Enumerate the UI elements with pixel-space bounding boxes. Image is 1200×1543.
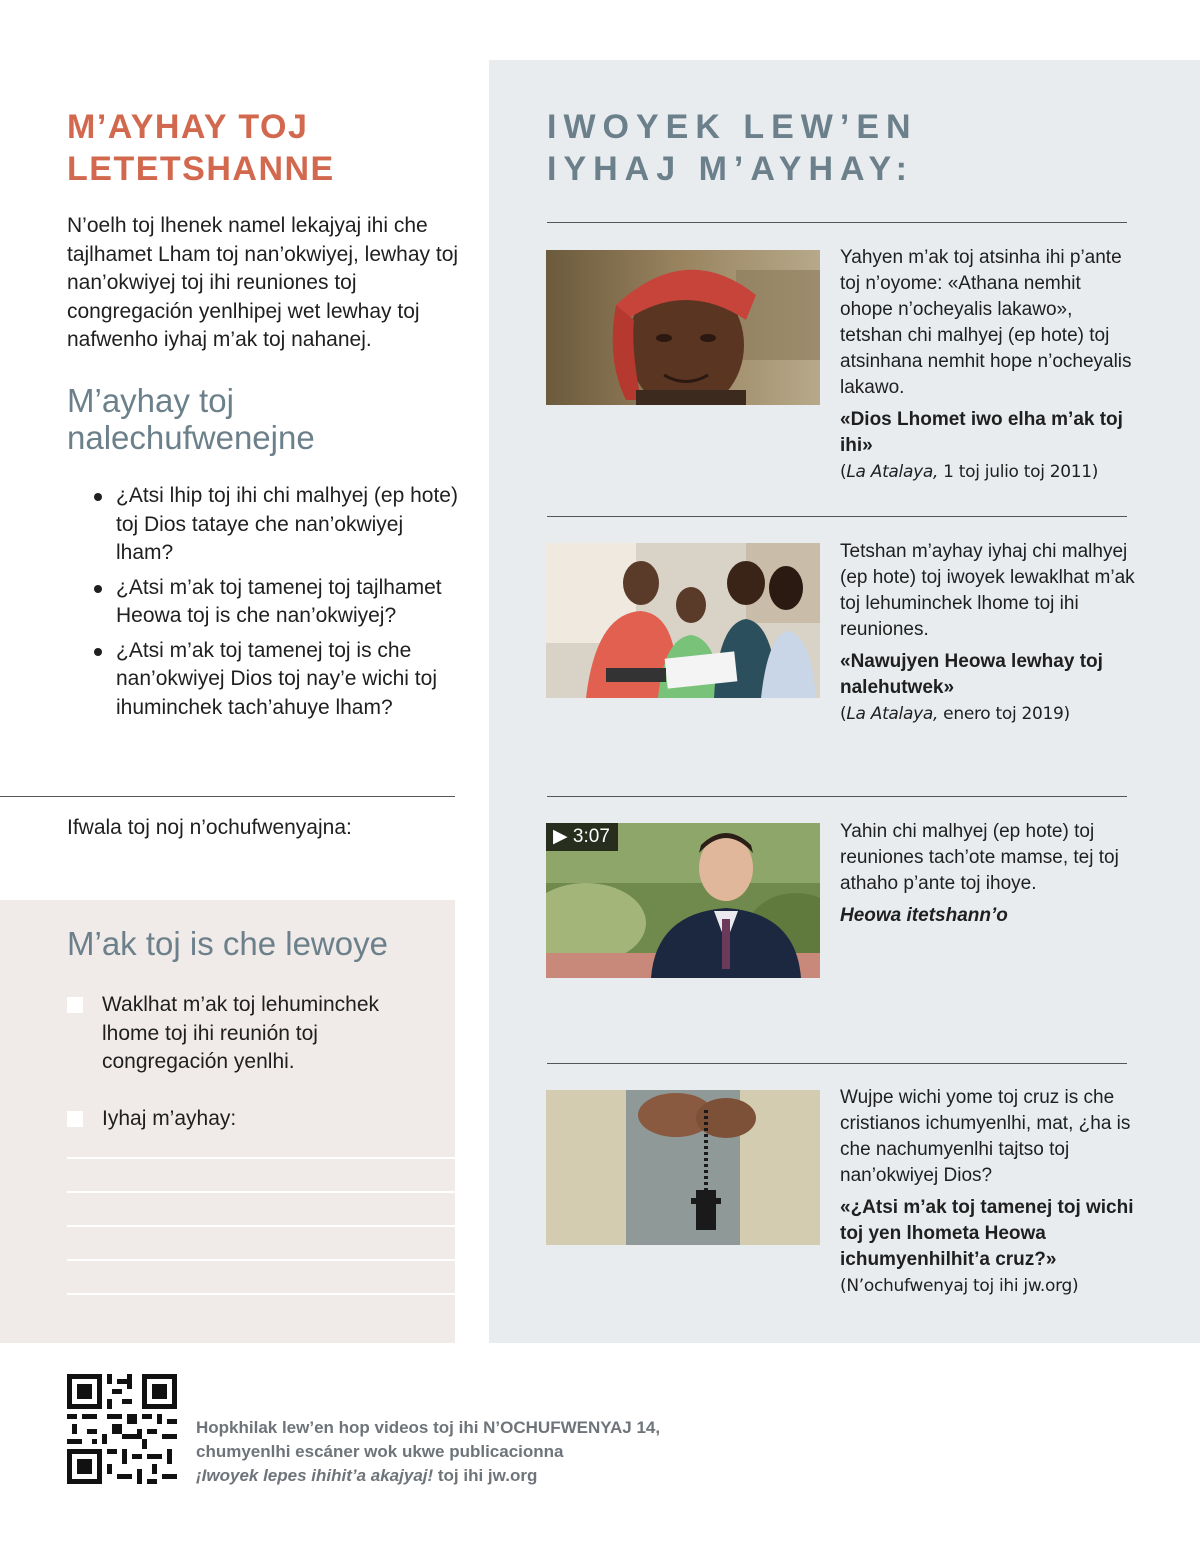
source-publication: La Atalaya,: [846, 704, 939, 724]
todo-item-text: Waklhat m’ak toj lehuminchek lhome toj ihi reunión toj congregación yenlhi.: [102, 993, 379, 1073]
resource-card-1: [840, 245, 1135, 485]
source-date: 1 toj julio toj 2011): [938, 462, 1099, 482]
source-publication: La Atalaya,: [846, 462, 939, 482]
card-source: [840, 701, 1135, 727]
divider: [0, 796, 455, 797]
recap-title-line1: M’AYHAY TOJ: [67, 108, 309, 146]
questions-heading: [67, 382, 315, 456]
video-duration: 3:07: [572, 826, 610, 847]
divider: [547, 1063, 1127, 1064]
qr-code-icon[interactable]: [67, 1374, 177, 1484]
card-link-title[interactable]: «¿Atsi m’ak toj tamenej toj wichi toj yen lhometa Heowa ichumyenhilhit’a cruz?»: [840, 1197, 1134, 1270]
resource-card-2: [840, 539, 1135, 727]
bullet-icon: [94, 493, 102, 501]
recap-title-line2: LETETSHANNE: [67, 150, 335, 188]
question-text: ¿Atsi lhip toj ihi chi malhyej (ep hote) toj Dios tataye che nan’okwiyej lham?: [116, 484, 458, 564]
recap-intro: N’oelh toj lhenek namel lekajyaj ihi che tajlhamet Lham toj nan’okwiyej, lewhay toj nan’okwiyej toj ihi reuniones toj congregación yenlhipej wet lewhay toj nafwenho iyhaj m’ak toj nahanej.: [67, 214, 459, 351]
divider: [547, 516, 1127, 517]
resource-card-4: [840, 1085, 1135, 1299]
checkbox[interactable]: [67, 997, 83, 1013]
write-line[interactable]: [67, 1225, 455, 1227]
questions-heading-line1: M’ayhay toj: [67, 382, 234, 419]
card-link-title[interactable]: «Nawujyen Heowa lewhay toj nalehutwek»: [840, 651, 1103, 698]
hands-holding-rosary-photo[interactable]: [546, 1090, 820, 1245]
review-questions-list: [92, 482, 462, 728]
explore-title-line1: IWOYEK LEW’EN: [547, 108, 918, 146]
todo-item[interactable]: [67, 991, 422, 1077]
list-item: [92, 482, 462, 568]
card-description: Tetshan m’ayhay iyhaj chi malhyej (ep hote) toj iwoyek lewaklhat m’ak toj lehuminchek lhome toj ihi reuniones.: [840, 541, 1135, 640]
other-points-label: Ifwala toj noj n’ochufwenyajna:: [67, 816, 352, 839]
explore-title-line2: IYHAJ M’AYHAY:: [547, 150, 914, 188]
source-date: enero toj 2019): [938, 704, 1070, 724]
todo-item-text: Iyhaj m’ayhay:: [102, 1107, 237, 1130]
explore-title: [547, 106, 918, 190]
resource-card-3: [840, 819, 1135, 929]
checkbox[interactable]: [67, 1111, 83, 1127]
man-in-suit-video-thumbnail[interactable]: [546, 823, 820, 978]
write-line[interactable]: [67, 1259, 455, 1261]
list-item: [92, 637, 462, 723]
todo-item[interactable]: [67, 1105, 422, 1134]
source-prefix: (: [840, 704, 847, 724]
card-source: [840, 459, 1135, 485]
question-text: ¿Atsi m’ak toj tamenej toj is che nan’okwiyej Dios toj nay’e wichi toj ihuminchek tach’ahuye lham?: [116, 638, 437, 719]
card-description: Yahyen m’ak toj atsinha ihi p’ante toj n’oyome: «Athana nemhit ohope n’ocheyalis lakawo», tetshan chi malhyej (ep hote) toj atsinhana nemhit hope n’ocheyalis lakawo.: [840, 247, 1132, 398]
card-description: Yahin chi malhyej (ep hote) toj reuniones tach’ote mamse, tej toj athaho p’ante toj ihoye.: [840, 821, 1119, 894]
video-duration-badge: [546, 823, 618, 851]
questions-heading-line2: nalechufwenejne: [67, 419, 315, 456]
source-prefix: (: [840, 462, 847, 482]
elderly-woman-headscarf-photo[interactable]: [546, 250, 820, 405]
write-line[interactable]: [67, 1157, 455, 1159]
footer-line-rest: toj ihi jw.org: [433, 1466, 538, 1485]
write-line[interactable]: [67, 1293, 455, 1295]
footer-line: [196, 1464, 660, 1488]
todo-title: M’ak toj is che lewoye: [67, 925, 388, 962]
footer-note: [196, 1416, 660, 1488]
footer-line: chumyenlhi escáner wok ukwe publicacionna: [196, 1442, 564, 1461]
list-item: [92, 574, 462, 631]
card-source: (N’ochufwenyaj toj ihi jw.org): [840, 1276, 1079, 1296]
app-name-link[interactable]: ¡Iwoyek lepes ihihit’a akajyaj!: [196, 1466, 434, 1485]
divider: [547, 796, 1127, 797]
family-studying-photo[interactable]: [546, 543, 820, 698]
card-link-title[interactable]: «Dios Lhomet iwo elha m’ak toj ihi»: [840, 409, 1123, 456]
divider: [547, 222, 1127, 223]
bullet-icon: [94, 648, 102, 656]
play-icon: ▶: [553, 826, 568, 847]
write-line[interactable]: [67, 1191, 455, 1193]
recap-title: [67, 106, 335, 190]
card-description: Wujpe wichi yome toj cruz is che cristianos ichumyenlhi, mat, ¿ha is che nachumyenlhi tajtso toj nan’okwiyej Dios?: [840, 1087, 1131, 1186]
footer-line: Hopkhilak lew’en hop videos toj ihi N’OCHUFWENYAJ 14,: [196, 1418, 661, 1437]
bullet-icon: [94, 585, 102, 593]
question-text: ¿Atsi m’ak toj tamenej toj tajlhamet Heowa toj is che nan’okwiyej?: [116, 575, 442, 627]
card-link-title[interactable]: Heowa itetshann’o: [840, 905, 1008, 926]
